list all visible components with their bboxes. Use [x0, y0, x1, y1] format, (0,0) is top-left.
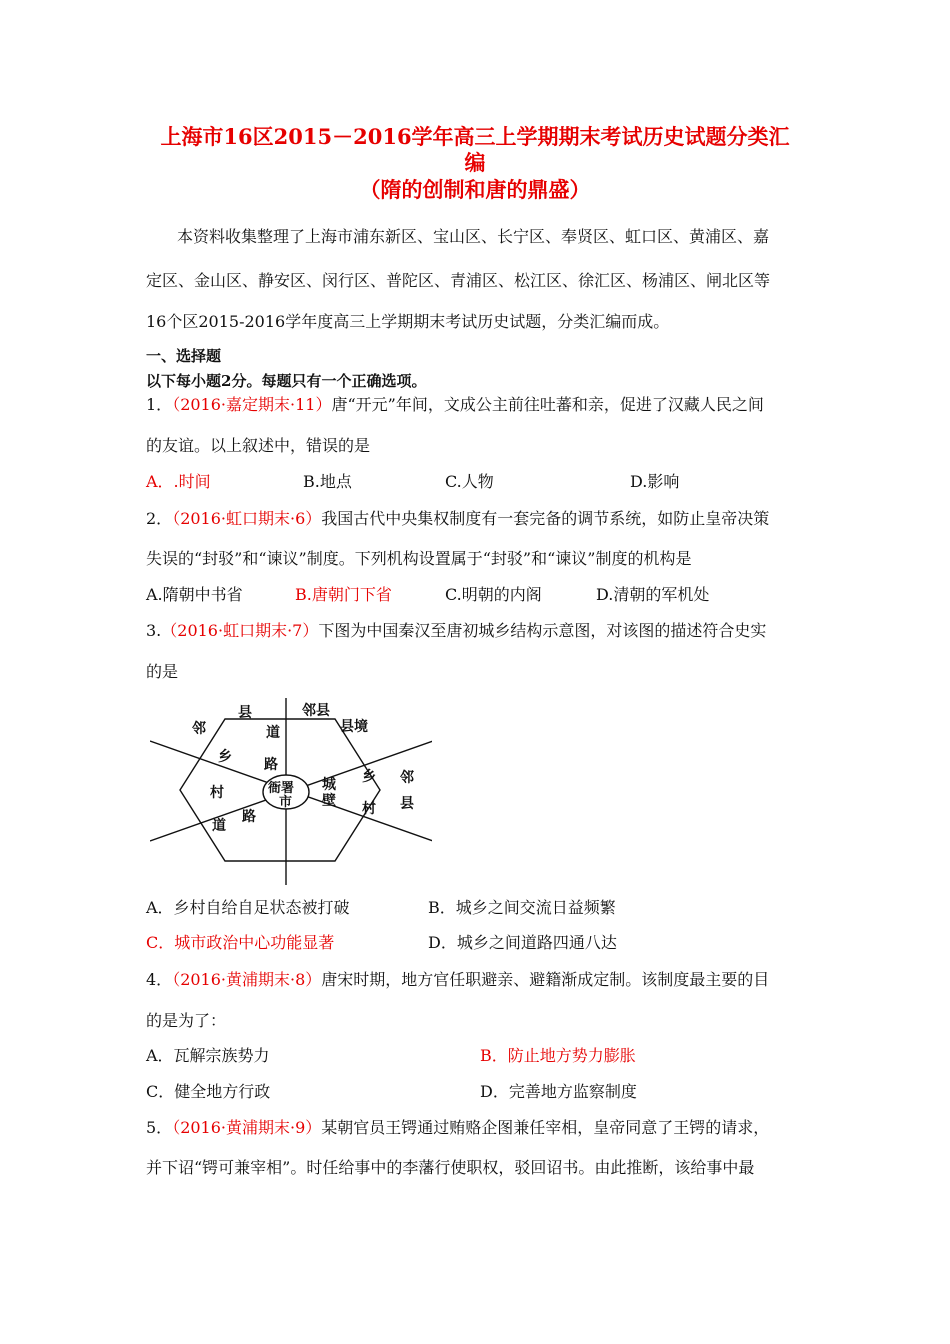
question-text: 某朝官员王锷通过贿赂企图兼任宰相，皇帝同意了王锷的请求， — [321, 1118, 770, 1137]
diagram-label: 市 — [279, 795, 293, 810]
question-source: （2016·黄浦期末·9） — [172, 1118, 322, 1137]
diagram-label: 乡 — [218, 749, 232, 765]
question-4-line-2: 的是为了： — [146, 1011, 227, 1030]
question-2-line-1 — [146, 509, 810, 529]
intro-line-2: 定区、金山区、静安区、闵行区、普陀区、青浦区、松江区、徐汇区、杨浦区、闸北区等 — [146, 271, 771, 290]
question-4-option-d: D．完善地方监察制度 — [480, 1082, 637, 1101]
question-1-option-b: B.地点 — [303, 472, 352, 491]
question-text: 唐宋时期，地方官任职避亲、避籍渐成定制。该制度最主要的目 — [321, 970, 770, 989]
question-2-option-a: A.隋朝中书省 — [146, 585, 243, 604]
question-1-option-c: C.人物 — [445, 472, 494, 491]
document-subtitle: （隋的创制和唐的鼎盛） — [359, 177, 591, 202]
question-4-line-1 — [146, 970, 810, 990]
document-title-line-2: 编 — [464, 150, 486, 175]
question-3-option-c: C．城市政治中心功能显著 — [146, 933, 335, 952]
question-source: （2016·虹口期末·6） — [172, 509, 322, 528]
question-number: 3. — [146, 621, 162, 640]
question-3-option-a: A．乡村自给自足状态被打破 — [146, 898, 350, 917]
question-2-option-c: C.明朝的内阁 — [445, 585, 542, 604]
question-number: 2． — [146, 509, 173, 528]
section-instruction: 以下每小题2分。每题只有一个正确选项。 — [146, 372, 427, 390]
question-source: （2016·黄浦期末·8） — [172, 970, 322, 989]
question-5-line-2: 并下诏“锷可兼宰相”。时任给事中的李藩行使职权，驳回诏书。由此推断，该给事中最 — [146, 1158, 755, 1177]
question-4-option-b: B．防止地方势力膨胀 — [480, 1046, 636, 1065]
question-text: 我国古代中央集权制度有一套完备的调节系统，如防止皇帝决策 — [321, 509, 770, 528]
question-2-line-2: 失误的“封驳”和“谏议”制度。下列机构设置属于“封驳”和“谏议”制度的机构是 — [146, 549, 692, 568]
diagram-label: 路 — [242, 809, 256, 825]
question-5-line-1 — [146, 1118, 810, 1138]
diagram-label: 邻 — [400, 770, 414, 786]
question-number: 5． — [146, 1118, 173, 1137]
question-4-option-a: A．瓦解宗族势力 — [146, 1046, 270, 1065]
question-2-option-d: D.清朝的军机处 — [596, 585, 710, 604]
diagram-label: 壁 — [322, 793, 336, 809]
question-1-line-1 — [146, 395, 810, 415]
question-3-option-b: B．城乡之间交流日益频繁 — [428, 898, 616, 917]
question-4-option-c: C．健全地方行政 — [146, 1082, 271, 1101]
diagram-label: 县境 — [340, 719, 368, 735]
question-text: 唐“开元”年间，文成公主前往吐蕃和亲，促进了汉藏人民之间 — [331, 395, 764, 414]
diagram-label: 县 — [238, 705, 252, 721]
question-3-line-1 — [146, 621, 810, 641]
question-number: 4． — [146, 970, 173, 989]
question-source: （2016·嘉定期末·11） — [172, 395, 332, 414]
diagram-label: 衙署 — [268, 781, 295, 796]
diagram-label: 道 — [212, 818, 226, 834]
intro-line-1: 本资料收集整理了上海市浦东新区、宝山区、长宁区、奉贤区、虹口区、黄浦区、嘉 — [177, 227, 770, 246]
question-number: 1． — [146, 395, 173, 414]
question-3-line-2: 的是 — [146, 662, 179, 681]
diagram-label: 邻县 — [302, 703, 330, 719]
question-text: 下图为中国秦汉至唐初城乡结构示意图，对该图的描述符合史实 — [318, 621, 767, 640]
diagram-label: 路 — [264, 757, 278, 773]
intro-line-3: 16个区2015-2016学年度高三上学期期末考试历史试题，分类汇编而成。 — [146, 312, 670, 331]
question-1-option-d: D.影响 — [630, 472, 680, 491]
diagram-label: 县 — [400, 796, 414, 812]
question-1-line-2: 的友谊。以上叙述中，错误的是 — [146, 436, 371, 455]
question-source: （2016·虹口期末·7） — [161, 621, 319, 640]
diagram-label: 乡 — [362, 769, 376, 785]
diagram-label: 城 — [322, 777, 336, 793]
city-rural-structure-diagram — [150, 693, 432, 893]
diagram-label: 道 — [266, 725, 280, 741]
section-heading: 一、选择题 — [146, 347, 222, 365]
diagram-label: 邻 — [192, 721, 206, 737]
question-1-option-a: A．.时间 — [146, 472, 211, 491]
document-title-line-1: 上海市16区2015－2016学年高三上学期期末考试历史试题分类汇 — [160, 124, 790, 149]
diagram-label: 村 — [362, 801, 376, 817]
question-3-option-d: D．城乡之间道路四通八达 — [428, 933, 617, 952]
question-2-option-b: B.唐朝门下省 — [295, 585, 392, 604]
diagram-label: 村 — [210, 785, 224, 801]
